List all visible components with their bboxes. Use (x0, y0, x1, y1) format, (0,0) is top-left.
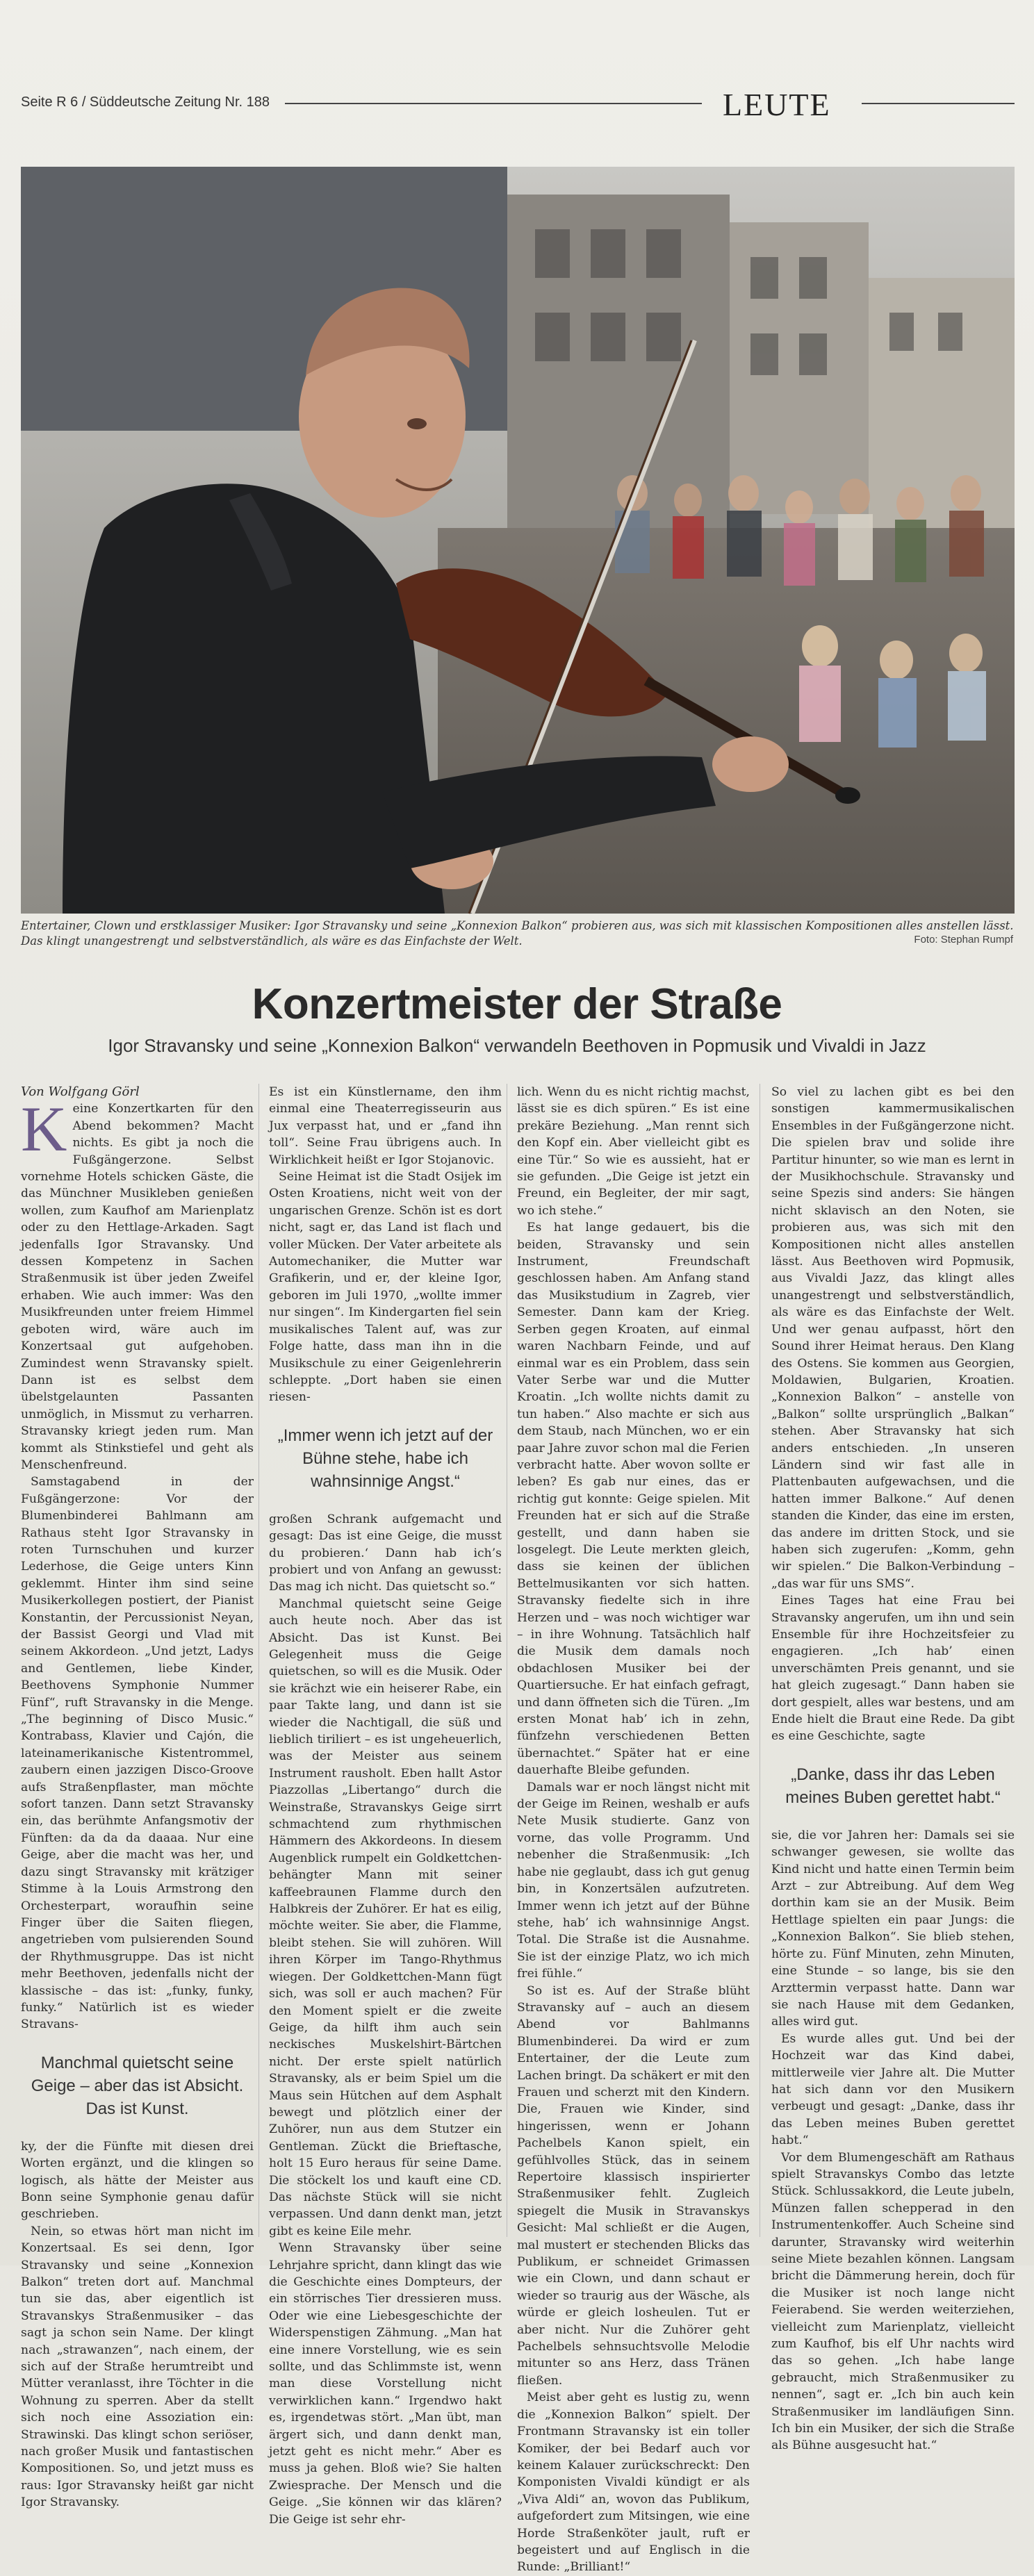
article-paragraph: Damals war er noch längst nicht mit der Geige im Reinen, weshalb er aufs Nete Musik studierte. Ganz von vorne, das volle Programm. Und nebenher die Straßenmusik: „Ich habe nie geglaubt, dass ich gut genug bin, in Konzertsälen aufzutreten. Immer wenn ich jetzt auf der Bühne stehe, hab’ ich wahnsinnige Angst. Total. Die Straße ist die Ausnahme. Sie ist der einzige Platz, wo ich mich frei fühle.“ (517, 1780, 750, 1981)
article-paragraph: großen Schrank aufgemacht und gesagt: Das ist eine Geige, die musst du probieren.‘ Dann hab ich’s probiert und von Anfang an gewusst: Das mag ich nicht. Das quietscht so.“ (269, 1512, 502, 1594)
pull-quote: Manchmal quietscht seine Geige – aber das ist Absicht. Das ist Kunst. (31, 2053, 244, 2118)
pull-quote: „Danke, dass ihr das Leben meines Buben gerettet habt.“ (785, 1765, 1001, 1807)
byline: Von Wolfgang Görl (21, 1084, 140, 1099)
violinist-photo-illustration (21, 167, 1015, 914)
article-paragraph: ky, der die Fünfte mit diesen drei Worten ergänzt, und die klingen so logisch, als hätte der Meister aus Bonn seine Symphonie genau dafür geschrieben. (21, 2139, 254, 2222)
article-paragraph: Es hat lange gedauert, bis die beiden, Stravansky und sein Instrument, Freundschaft geschlossen haben. Am Anfang stand das Musikstudium in Zagreb, vier Semester. Dann kam der Krieg. Serben gegen Kroaten, auf einmal waren Nachbarn Feinde, und auf einmal war es ein Problem, dass sein Vater Serbe war und die Mutter Kroatin. „Ich wollte nichts damit zu tun haben.“ Also machte er sich aus dem Staub, nach München, wo er ein paar Jahre zuvor schon mal die Ferien verbracht hatte. Aber wovon sollte er leben? Es gab nur eines, das er richtig gut konnte: Geige spielen. Mit Freunden hat er sich auf die Straße gestellt, und dann haben sie losgelegt. Die Leute merkten gleich, dass sie keinen der üblichen Bettelmusikanten vor sich hatten. Stravansky fiedelte sich in ihre Herzen und – was noch wichtiger war – in ihre Wohnung. Tatsächlich half die Musik dem damals noch obdachlosen Musiker bei der Quartiersuche. Er hat einfach gefragt, und dann öffneten sich die Türen. „Im ersten Monat hab’ ich in zehn, fünfzehn verschiedenen Betten übernachtet.“ Später hat er eine dauerhafte Bleibe gefunden. (517, 1221, 750, 1778)
pull-quote: „Immer wenn ich jetzt auf der Bühne stehe, habe ich wahnsinnige Angst.“ (277, 1426, 493, 1491)
article-paragraph: Meist aber geht es lustig zu, wenn die „Konnexion Balkon“ spielt. Der Frontmann Stravansky ist ein toller Komiker, der bei Bedarf auch vor keinem Kalauer zurückschreckt: Den Komponisten Vivaldi kündigt er als „Viva Aldi“ an, wovon das Publikum, aufgefordert zum Mitsingen, wie eine Horde Straßenköter jault, ruft er begeistert und auf Englisch in die Runde: „Brilliant!“ (517, 2391, 750, 2575)
article-paragraph: Manchmal quietscht seine Geige auch heute noch. Aber das ist Absicht. Das ist Kunst. Bei Gelegenheit muss die Geige quietschen, so will es die Musik. Oder sie krächzt wie ein heiserer Rabe, ein paar Takte lang, und dann ist sie wieder die Nachtigall, die süß und lieblich tiriliert – es ist ungeheuerlich, was der Meister aus seinem Instrument rausholt. Eben hallt Astor Piazzollas „Libertango“ durch die Weinstraße, Stravanskys Geige sirrt schmachtend zum rhythmischen Hämmern des Akkordeons. In diesem Augenblick rumpelt ein Goldkettchen-behängter Mann mit seiner kaffeebraunen Flamme durch den Halbkreis der Zuhörer. Er hat es eilig, möchte weiter. Sie aber, die Flamme, bleibt stehen. Sie will zuhören. Will ihren Körper im Tango-Rhythmus wiegen. Der Goldkettchen-Mann fügt sich, was soll er auch machen? Für den Moment spielt er die zweite Geige, da hilft ihm auch sein neckisches Muskelshirt-Bärtchen nicht. Der erste spielt natürlich Stravansky, als er beim Spiel um die Maus sein Hütchen auf dem Asphalt bewegt und plötzlich einer der Zuhörer, nun aus dem Stutzer ein Gentleman. Zückt die Brieftasche, holt 15 Euro heraus für seine Dame. Die stöckelt los und kauft eine CD. Das nächste Stück will sie nicht verpassen. Und dann denkt man, jetzt gibt es keine Eile mehr. (269, 1596, 502, 2238)
drop-cap: K (21, 1093, 67, 1165)
article-paragraph: Seine Heimat ist die Stadt Osijek im Osten Kroatiens, nicht weit von der ungarischen Grenze. Schön ist es dort nicht, sagt er, das Land ist flach und voller Mücken. Der Vater arbeitete als Automechaniker, die Mutter war Grafikerin, und er, der kleine Igor, geboren im Juli 1970, „wollte immer nur singen“. Im Kindergarten fiel sein musikalisches Talent auf, was zur Folge hatte, dass man ihn in die Musikschule zu einer Geigenlehrerin schleppte. „Dort haben sie einen riesen- (269, 1170, 502, 1405)
article-paragraph: Eines Tages hat eine Frau bei Stravansky angerufen, um ihn und sein Ensemble für ihre Hochzeitsfeier zu engagieren. „Ich hab’ einen unverschämten Preis genannt, und sie hat gleich zugesagt.“ Dann haben sie dort gespielt, alles war bestens, und am Ende hielt die Braut eine Rede. Da gibt es eine Geschichte, sagte (771, 1594, 1015, 1744)
article-paragraph (21, 1093, 254, 1473)
article-paragraph: So ist es. Auf der Straße blüht Stravansky auf – auch an diesem Abend vor Bahlmanns Blumenbinderei. Da wird er zum Entertainer, der die Leute zum Lachen bringt. Da schäkert er mit den Frauen und scherzt mit den Kindern. Die, Frauen wie Kinder, sind hingerissen, wenn er Johann Pachelbels Kanon spielt, ein gefühlvolles Stück, das in seinem Repertoire klassisch inspirierter Straßenmusiker fehlt. Zugleich spiegelt die Musik in Stravanskys Gesicht: Mal schließt er die Augen, mal mustert er stechenden Blicks das Publikum, er schneidet Grimassen wie ein Clown, und dann schaut er wieder so traurig aus der Wäsche, als würde er gleich losheulen. Tut er aber nicht. Nur die Zuhörer geht Pachelbels sehnsuchtsvolle Melodie mitunter so ans Herz, dass Tränen fließen. (517, 1983, 750, 2388)
article-paragraph: So viel zu lachen gibt es bei den sonstigen kammermusikalischen Ensembles in der Fußgängerzone nicht. Die spielen brav und solide ihre Partitur hinunter, so wie man es lernt in der Musikhochschule. Stravansky und seine Spezis sind anders: Sie hängen nicht sklavisch an den Noten, sie probieren aus, was sich mit den Kompositionen nicht alles anstellen lässt. Aus Beethoven wird Popmusik, aus Vivaldi Jazz, das klingt alles unangestrengt und selbstverständlich, als wäre es das Einfachste der Welt. Und wer genau aufpasst, hört den Sound ihrer Heimat heraus. Den Klang des Ostens. Sie kommen aus Georgien, Moldawien, Bulgarien, Kroatien. „Konnexion Balkon“ – anstelle von „Balkon“ sollte ursprünglich „Balkan“ stehen. Aber Stravansky hat sich anders entschieden. „In unseren Ländern sind wir fast alle in Plattenbauten aufgewachsen, und die hatten immer Balkone.“ Auf denen standen die Kinder, das eine im ersten, das andere im dritten Stock, und sie haben sich zugerufen: „Komm, gehn wir spielen.“ Die Balkon-Verbindung – „das war für uns SMS“. (771, 1085, 1015, 1591)
paragraph-text: eine Konzertkarten für den Abend bekommen? Macht nichts. Es gibt ja noch die Fußgängerzone. Selbst vornehme Hotels schicken Gäste, die das Münchner Musikleben genießen wollen, zum Kaufhof am Marienplatz oder zu den Hettlage-Arkaden. Sagt jedenfalls Igor Stravansky. Und dessen Kompetenz in Sachen Straßenmusik ist über jeden Zweifel erhaben. Wie auch immer: Was den Musikfreunden unter freiem Himmel geboten wird, wäre auch im Konzertsaal gut aufgehoben. Zumindest wenn Stravansky spielt. Dann ist es selbst dem übelstgelaunten Passanten unmöglich, in Missmut zu verharren. Stravansky kriegt jeden rum. Man kommt als Stinkstiefel und geht als Menschenfreund. (21, 1102, 254, 1472)
page-header (21, 87, 1015, 139)
article-paragraph: Es ist ein Künstlername, den ihm einmal eine Theaterregisseurin aus Jux verpasst hat, und er „fand ihn toll“. Seine Frau übrigens auch. In Wirklichkeit heißt er Igor Stojanovic. (269, 1085, 502, 1167)
header-rule-left (285, 103, 702, 104)
column-divider (258, 1084, 259, 2237)
photo-credit: Foto: Stephan Rumpf (914, 934, 1013, 946)
article-headline: Konzertmeister der Straße (252, 980, 782, 1028)
article-paragraph: Wenn Stravansky über seine Lehrjahre spricht, dann klingt das wie die Geschichte eines Dompteurs, der ein störrisches Tier dressieren muss. Oder wie eine Liebesgeschichte der Widerspenstigen Zähmung. „Man hat eine innere Vorstellung, wie es sein sollte, und das Schlimmste ist, wenn man diese Vorstellung nicht verwirklichen kann.“ Irgendwo hakt es, irgendetwas stört. „Man übt, man ärgert sich, und dann denkt man, jetzt geht es nicht mehr.“ Aber es muss ja gehen. Bloß wie? Sie halten Zwiesprache. Der Mensch und die Geige. „Sie können wir das klären? Die Geige ist sehr ehr- (269, 2241, 502, 2527)
article-paragraph: Es wurde alles gut. Und bei der Hochzeit war das Kind dabei, mittlerweile vier Jahre alt. Die Mutter hat sich dann vor den Musikern verbeugt und gesagt: „Danke, dass ihr das Leben meines Buben gerettet habt.“ (771, 2031, 1015, 2148)
photo-caption: Entertainer, Clown und erstklassiger Musiker: Igor Stravansky und seine „Konnexion Balkon“ probieren aus, was sich mit klassischen Kompositionen alles anstellen lässt. Das klingt unangestrengt und selbstverständlich, als wäre es das Einfachste der Welt. (21, 919, 1014, 948)
article-column-3 (517, 1084, 750, 2575)
article-paragraph: Samstagabend in der Fußgängerzone: Vor der Blumenbinderei Bahlmann am Rathaus steht Igor Stravansky in roten Turnschuhen und kurzer Lederhose, die Geige unters Kinn geklemmt. Hinter ihm sind seine Musikerkollegen postiert, der Pianist Konstantin, der Percussionist Neyan, der Bassist Georgi und Vlad mit seinem Akkordeon. „Und jetzt, Ladys and Gentlemen, liebe Kinder, Beethovens Symphonie Nummer Fünf“, ruft Stravansky in die Menge. „The beginning of Disco Music.“ Kontrabass, Klavier und Cajón, die lateinamerikanische Kistentrommel, zaubern einen jazzigen Disco-Groove aufs Straßenpflaster, man möchte sofort tanzen. Dann setzt Stravansky ein, das berühmte Anfangsmotiv der Fünften: da da da daaaa. Nur eine Geige, aber die macht was her, und dazu singt Stravansky mit krätziger Stimme à la Louis Armstrong den Orchesterpart, woraufhin seine Finger über die Saiten fliegen, angetrieben vom pulsierenden Sound der Rhythmusgruppe. Das ist nicht mehr Beethoven, jedenfalls nicht der klassische – das ist: „funky, funky, funky.“ Natürlich ist es wieder Stravans- (21, 1475, 254, 2032)
article-subhead: Igor Stravansky und seine „Konnexion Balkon“ verwandeln Beethoven in Popmusik und Vivaldi in Jazz (108, 1035, 926, 1056)
article-paragraph: Vor dem Blumengeschäft am Rathaus spielt Stravanskys Combo das letzte Stück. Schlussakkord, die Leute jubeln, Münzen fallen schepperad in den Instrumentenkoffer. Auch Scheine sind darunter, Stravansky wird weiterhin seine Miete bezahlen können. Langsam bricht die Dämmerung herein, doch für die Musiker ist noch lange nicht Feierabend. Sie werden weiterziehen, vielleicht zum Marienplatz, vielleicht zum Kaufhof, bis elf Uhr nachts wird das so gehen. „Ich habe lange gebraucht, mich Straßenmusiker zu nennen“, sagt er. „Ich bin auch kein Straßenmusiker im landläufigen Sinn. Ich bin ein Musiker, der sich die Straße als Bühne ausgesucht hat.“ (771, 2150, 1015, 2453)
section-title: LEUTE (723, 87, 831, 122)
article-column-2 (269, 1084, 502, 2527)
article-column-4 (771, 1084, 1015, 2453)
article-paragraph: lich. Wenn du es nicht richtig machst, lässt sie es dich spüren.“ Es ist eine prekäre Beziehung. „Man rennt sich den Kopf ein. Aber vielleicht gibt es eine Tür.“ So wie es aussieht, hat er sie gefunden. „Die Geige ist jetzt ein Freund, ein Begleiter, der mir sagt, wo ich stehe.“ (517, 1085, 750, 1218)
article-photo (21, 167, 1015, 914)
header-rule-right (862, 103, 1015, 104)
article-paragraph: Nein, so etwas hört man nicht im Konzertsaal. Es sei denn, Igor Stravansky und seine „Konnexion Balkon“ treten dort auf. Manchmal tun sie das, aber eigentlich ist Stravanskys Straßenmusiker – das sagt ja schon sein Name. Der klingt nach „strawanzen“, nach einem, der sich auf der Straße herumtreibt und Mütter veranlasst, ihre Töchter in die Wohnung zu sperren. Aber da stellt sich noch eine Assoziation ein: Strawinski. Das klingt schon seriöser, nach großer Musik und fantastischen Kompositionen. So, und jetzt muss es raus: Igor Stravansky heißt gar nicht Igor Stravansky. (21, 2224, 254, 2510)
article-column-1 (21, 1084, 254, 2510)
page-number-label: Seite R 6 / Süddeutsche Zeitung Nr. 188 (21, 94, 270, 110)
article-paragraph: sie, die vor Jahren her: Damals sei sie schwanger gewesen, sie wollte das Kind nicht und hatte einen Termin beim Arzt – zur Abtreibung. Auf dem Weg dorthin kam sie an der Musik. Beim Hettlage spielten ein paar Jungs: die „Konnexion Balkon“. Sie blieb stehen, hörte zu. Fünf Minuten, zehn Minuten, eine Stunde – so lange, bis sie den Arzttermin verpasst hatte. Dann war sie nach Hause mit dem Gedanken, alles wird gut. (771, 1828, 1015, 2029)
